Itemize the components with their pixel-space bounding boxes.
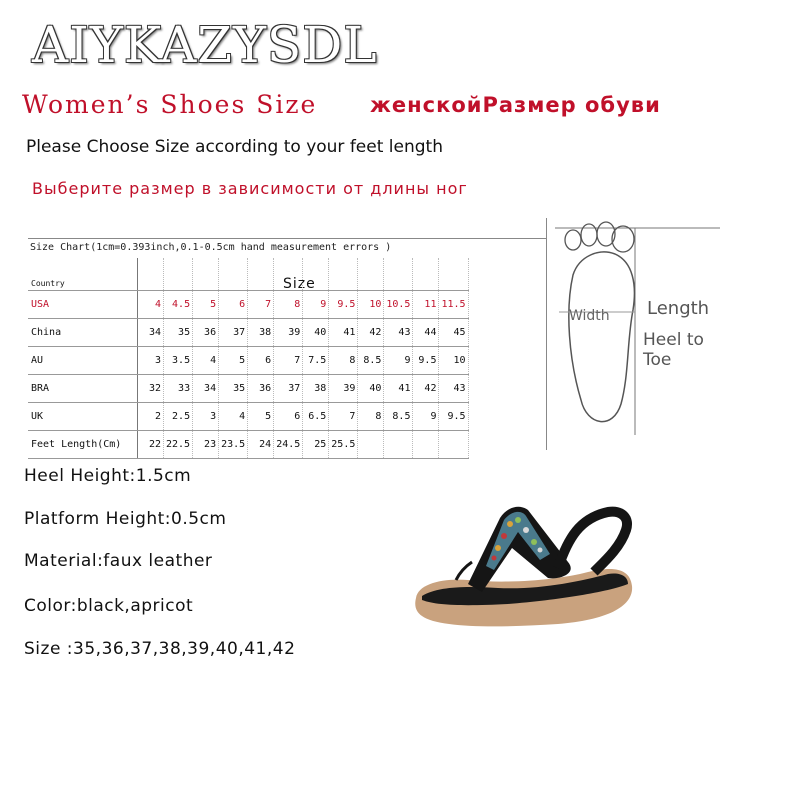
spec-material: Material:faux leather <box>24 551 213 571</box>
table-header-row <box>28 258 468 291</box>
table-cell: 39 <box>329 375 358 403</box>
size-table <box>28 258 469 459</box>
table-cell: 4 <box>193 347 219 375</box>
row-label: UK <box>28 403 138 431</box>
spec-color: Color:black,apricot <box>24 596 194 616</box>
sandal-image <box>408 488 638 638</box>
table-cell: 25 <box>303 431 329 459</box>
table-cell: 8.5 <box>358 347 384 375</box>
table-cell: 22.5 <box>164 431 193 459</box>
table-cell: 37 <box>219 319 248 347</box>
table-cell: 24.5 <box>274 431 303 459</box>
table-cell: 43 <box>439 375 468 403</box>
table-cell: 36 <box>248 375 274 403</box>
table-cell: 9.5 <box>439 403 468 431</box>
table-cell: 6 <box>248 347 274 375</box>
table-cell: 8 <box>329 347 358 375</box>
width-label: Width <box>569 308 610 324</box>
title-russian: женскойРазмер обуви <box>370 93 661 117</box>
table-cell: 7 <box>248 291 274 319</box>
table-cell: 40 <box>303 319 329 347</box>
row-label: AU <box>28 347 138 375</box>
table-cell: 37 <box>274 375 303 403</box>
table-cell <box>384 431 413 459</box>
table-cell: 41 <box>329 319 358 347</box>
table-cell: 4.5 <box>164 291 193 319</box>
instruction-english: Please Choose Size according to your feet length <box>26 137 443 157</box>
table-cell: 8 <box>274 291 303 319</box>
table-cell: 9 <box>413 403 439 431</box>
table-cell: 4 <box>219 403 248 431</box>
foot-measurement-diagram <box>555 190 725 440</box>
table-cell: 8.5 <box>384 403 413 431</box>
spec-size: Size :35,36,37,38,39,40,41,42 <box>24 639 296 659</box>
row-label: USA <box>28 291 138 319</box>
spec-heel-height: Heel Height:1.5cm <box>24 466 192 486</box>
country-label: Country <box>31 278 65 288</box>
table-cell: 39 <box>274 319 303 347</box>
title-english: Women’s Shoes Size <box>22 90 318 119</box>
table-row <box>28 375 468 403</box>
table-cell: 38 <box>248 319 274 347</box>
size-header: Size <box>283 276 316 292</box>
table-cell: 5 <box>219 347 248 375</box>
table-cell: 5 <box>193 291 219 319</box>
table-cell: 5 <box>248 403 274 431</box>
size-chart-caption: Size Chart(1cm=0.393inch,0.1-0.5cm hand measurement errors ) <box>30 242 392 253</box>
table-cell: 23.5 <box>219 431 248 459</box>
table-cell: 40 <box>358 375 384 403</box>
table-cell: 7.5 <box>303 347 329 375</box>
table-cell: 10.5 <box>384 291 413 319</box>
table-cell: 32 <box>138 375 164 403</box>
table-row <box>28 347 468 375</box>
table-cell: 9.5 <box>413 347 439 375</box>
row-label: Feet Length(Cm) <box>28 431 138 459</box>
table-cell: 43 <box>384 319 413 347</box>
table-cell: 42 <box>413 375 439 403</box>
table-cell: 9 <box>384 347 413 375</box>
size-chart <box>28 238 548 453</box>
table-cell: 2 <box>138 403 164 431</box>
table-cell: 6.5 <box>303 403 329 431</box>
country-header <box>28 258 138 291</box>
table-cell: 7 <box>274 347 303 375</box>
table-cell: 41 <box>384 375 413 403</box>
heel-to-toe-label: Heel to Toe <box>643 330 704 370</box>
table-cell: 34 <box>138 319 164 347</box>
table-cell: 4 <box>138 291 164 319</box>
table-row <box>28 319 468 347</box>
table-cell: 10 <box>439 347 468 375</box>
table-cell: 9.5 <box>329 291 358 319</box>
table-cell <box>358 431 384 459</box>
table-cell: 44 <box>413 319 439 347</box>
table-row <box>28 431 468 459</box>
spec-platform-height: Platform Height:0.5cm <box>24 509 227 529</box>
table-cell: 8 <box>358 403 384 431</box>
table-cell: 3 <box>138 347 164 375</box>
table-cell: 35 <box>164 319 193 347</box>
length-label: Length <box>647 298 710 319</box>
sandal-icon <box>408 488 638 638</box>
table-cell: 34 <box>193 375 219 403</box>
table-cell: 11.5 <box>439 291 468 319</box>
table-row <box>28 291 468 319</box>
table-cell: 42 <box>358 319 384 347</box>
table-row <box>28 403 468 431</box>
table-cell: 23 <box>193 431 219 459</box>
table-cell: 36 <box>193 319 219 347</box>
brand-logo: AIYKAZYSDL <box>32 16 378 74</box>
table-cell: 6 <box>219 291 248 319</box>
table-cell: 33 <box>164 375 193 403</box>
row-label: China <box>28 319 138 347</box>
table-cell: 35 <box>219 375 248 403</box>
table-cell: 38 <box>303 375 329 403</box>
table-cell <box>439 431 468 459</box>
table-cell: 7 <box>329 403 358 431</box>
table-cell: 2.5 <box>164 403 193 431</box>
table-cell: 45 <box>439 319 468 347</box>
table-cell: 22 <box>138 431 164 459</box>
table-cell <box>413 431 439 459</box>
table-cell: 9 <box>303 291 329 319</box>
table-cell: 25.5 <box>329 431 358 459</box>
instruction-russian: Выберите размер в зависимости от длины ног <box>32 179 468 198</box>
table-cell: 3.5 <box>164 347 193 375</box>
table-cell: 24 <box>248 431 274 459</box>
row-label: BRA <box>28 375 138 403</box>
table-cell: 6 <box>274 403 303 431</box>
table-cell: 11 <box>413 291 439 319</box>
table-cell: 10 <box>358 291 384 319</box>
table-cell: 3 <box>193 403 219 431</box>
